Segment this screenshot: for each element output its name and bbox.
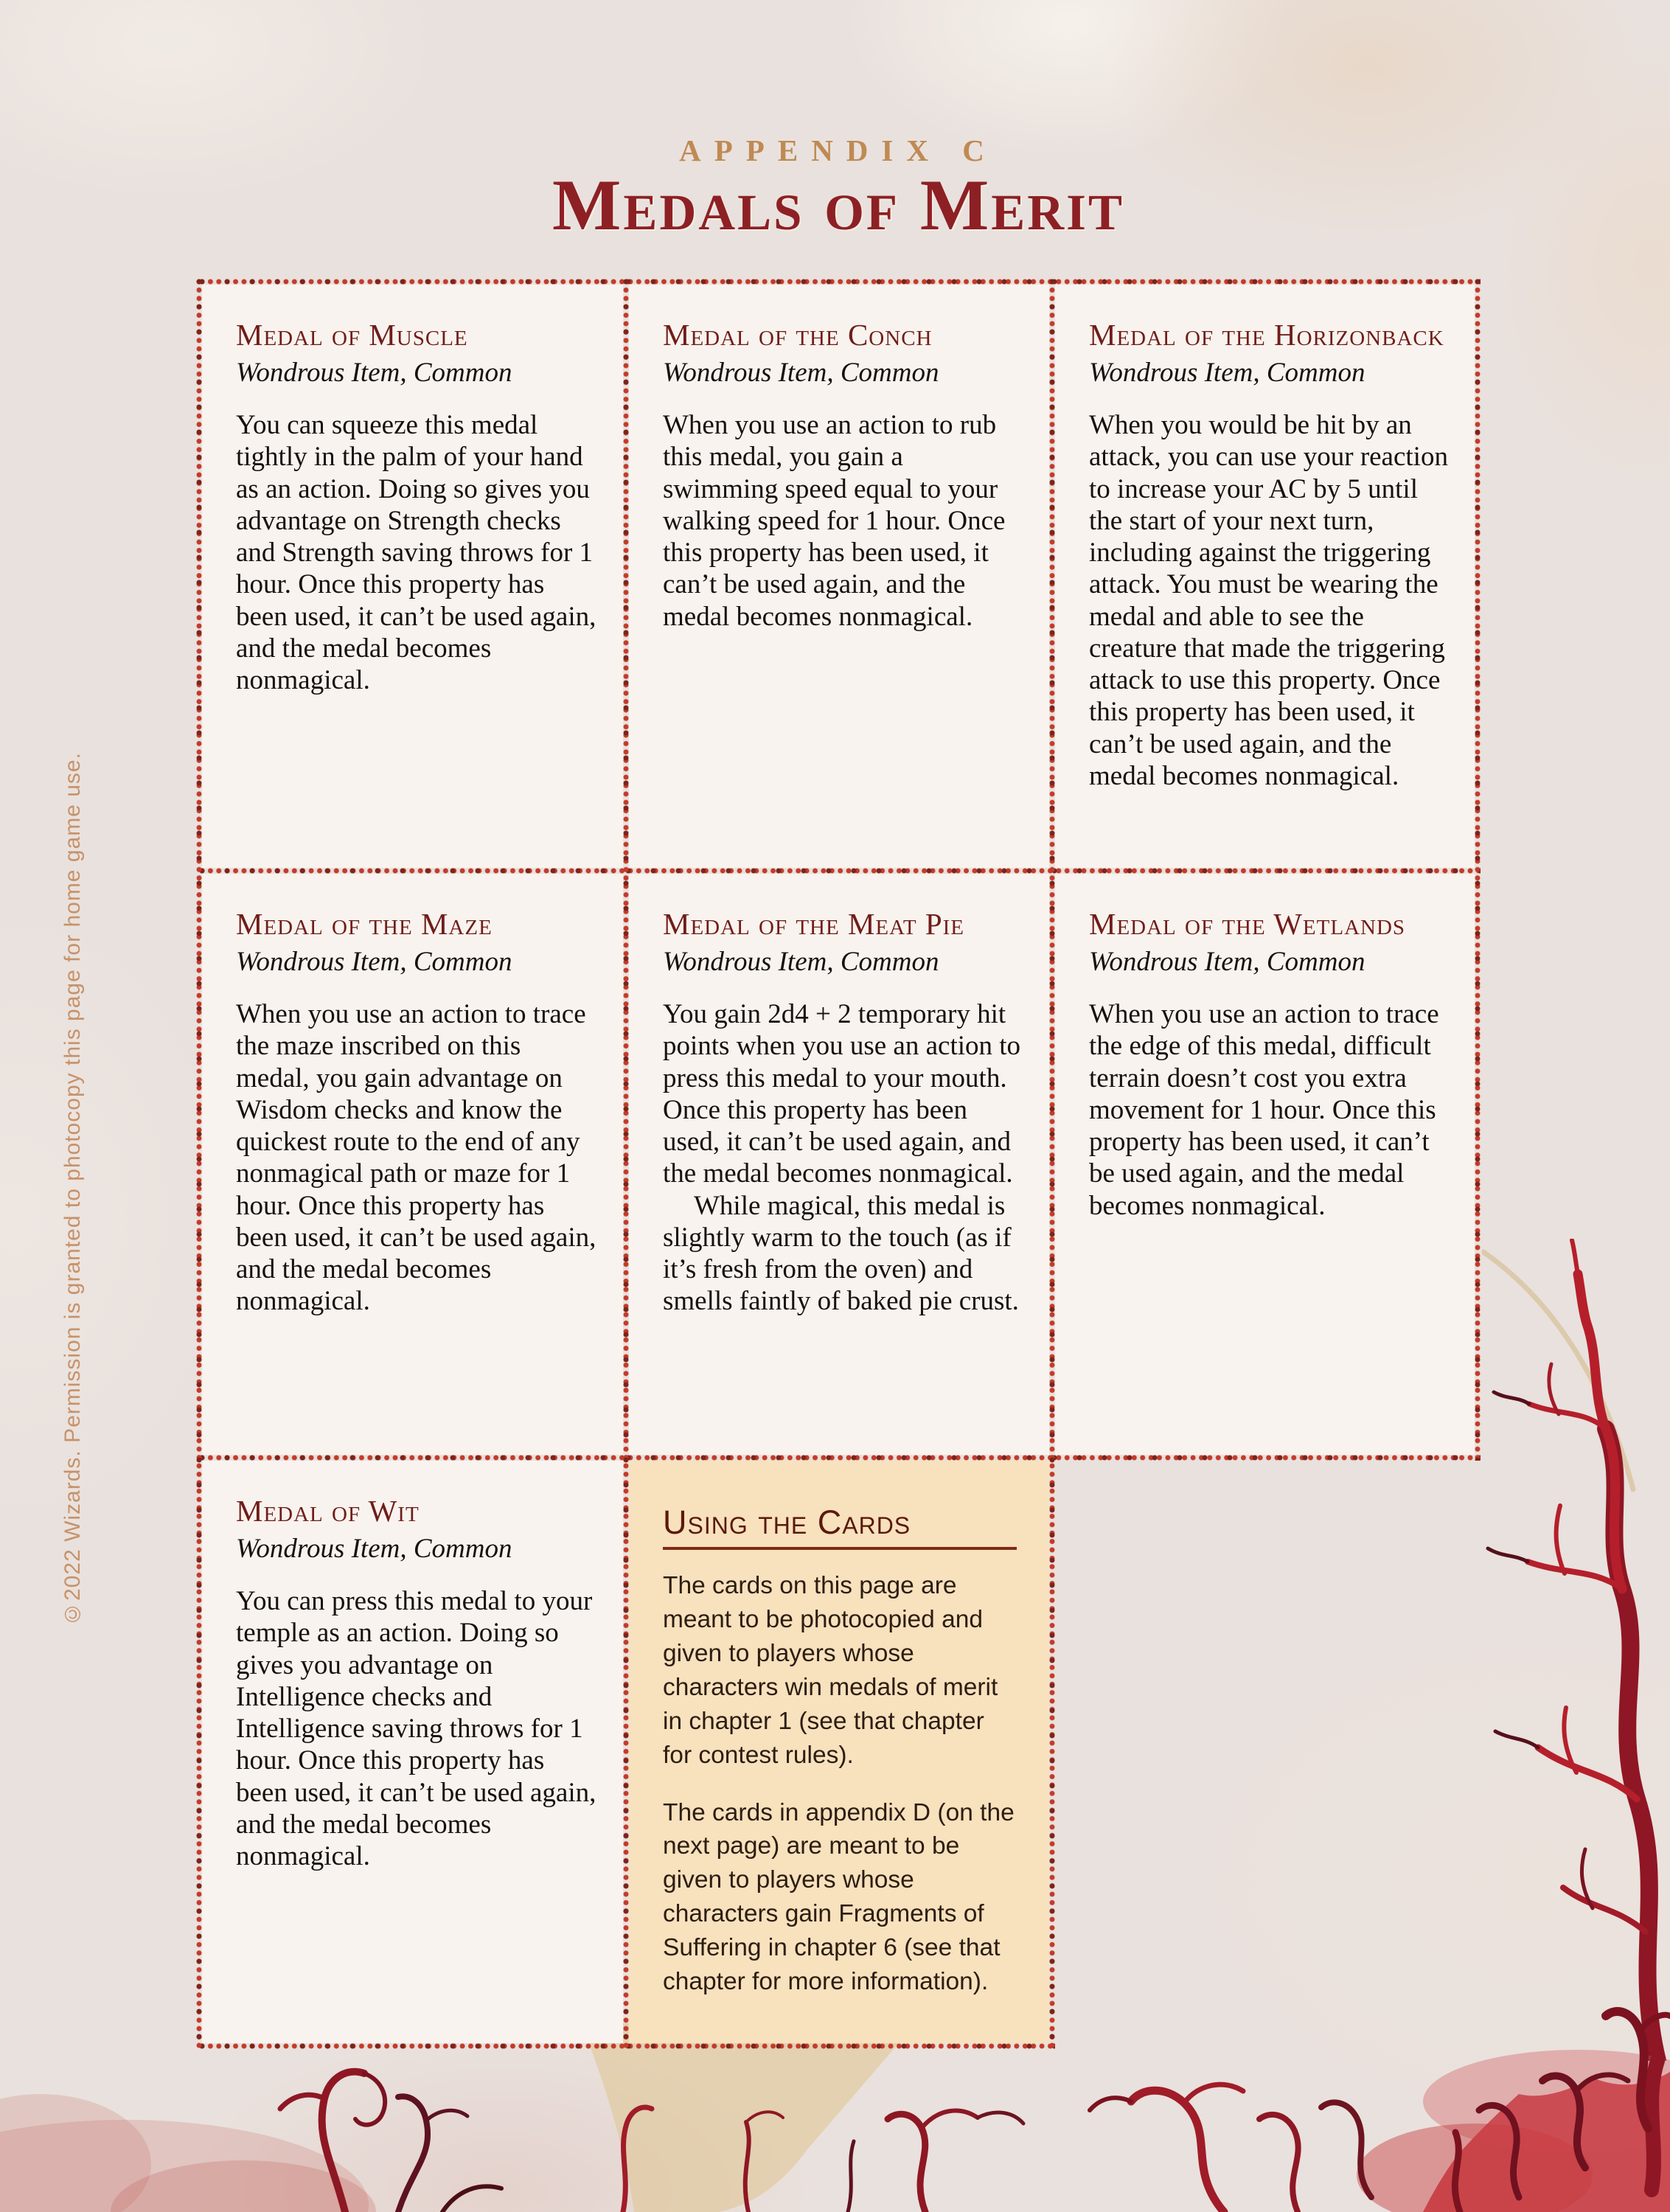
sidebar-paragraph: The cards on this page are meant to be photocopied and given to players whose characters win medals of merit in chapter 1 (see that chapter for contest rules). (663, 1572, 998, 1769)
card-title: Medal of the Wetlands (1089, 907, 1406, 941)
using-the-cards-box (629, 1461, 1049, 2043)
card-paragraph: When you use an action to rub this medal, you gain a swimming speed equal to your walking speed for 1 hour. Once this property has been used, it can’t be used again, and the medal becomes nonmagical. (663, 409, 1006, 632)
card-paragraph: When you use an action to trace the maze inscribed on this medal, you gain advantage on Wisdom checks and know the quickest route to the end of any nonmagical path or maze for 1 hour. Once this property has been used, it can’t be used again, and the medal becomes nonmagical. (236, 998, 596, 1317)
card-title: Medal of the Horizonback (1089, 318, 1444, 352)
card-medal-of-wit (202, 1461, 623, 2043)
dotted-border (196, 279, 202, 2049)
card-medal-of-muscle (202, 285, 623, 868)
card-medal-of-the-wetlands (1055, 874, 1475, 1455)
photocopy-permission-text: ©2022 Wizards. Permission is granted to photocopy this page for home game use. (60, 752, 85, 1626)
card-type: Wondrous Item, Common (1089, 358, 1365, 389)
dotted-border (1475, 279, 1481, 1461)
sidebar-heading: Using the Cards (663, 1505, 1017, 1550)
card-paragraph: When you use an action to trace the edge of this medal, difficult terrain doesn’t cost you extra movement for 1 hour. Once this property has been used, it can’t be used again, and the medal becomes nonmagical. (1089, 998, 1439, 1221)
dotted-border (199, 2043, 1055, 2049)
card-paragraph: You can press this medal to your temple as an action. Doing so gives you advantage on Intelligence checks and Intelligence saving throws for 1 hour. Once this property has been used, it can’t be used again, and the medal becomes nonmagical. (236, 1585, 596, 1872)
card-medal-of-the-horizonback (1055, 285, 1475, 868)
dotted-border (199, 279, 1481, 285)
dotted-border (623, 279, 629, 2049)
card-type: Wondrous Item, Common (236, 947, 512, 978)
card-paragraph: You gain 2d4 + 2 temporary hit points when you use an action to press this medal to your mouth. Once this property has been used, it can’t be used again, and the medal becomes nonmagical. (663, 998, 1021, 1189)
card-paragraph: You can squeeze this medal tightly in the palm of your hand as an action. Doing so gives you advantage on Strength checks and Strength saving throws for 1 hour. Once this property has been used, it can’t be used again, and the medal becomes nonmagical. (236, 409, 596, 696)
page-title: Medals of Merit (552, 165, 1124, 246)
card-medal-of-the-meat-pie (629, 874, 1049, 1455)
card-medal-of-the-conch (629, 285, 1049, 868)
card-type: Wondrous Item, Common (663, 358, 939, 389)
dotted-border (1049, 279, 1055, 2049)
card-type: Wondrous Item, Common (236, 1534, 512, 1565)
card-type: Wondrous Item, Common (663, 947, 939, 978)
card-title: Medal of the Maze (236, 907, 493, 941)
sidebar-paragraph: The cards in appendix D (on the next page) are meant to be given to players whose characters gain Fragments of Suffering in chapter 6 (see that chapter for more information). (663, 1798, 1015, 1996)
branch-art-right (1482, 1239, 1670, 2061)
card-title: Medal of the Conch (663, 318, 933, 352)
card-type: Wondrous Item, Common (1089, 947, 1365, 978)
dotted-border (199, 868, 1481, 874)
dotted-border (199, 1455, 1481, 1461)
card-title: Medal of Muscle (236, 318, 468, 352)
appendix-label: APPENDIX C (679, 133, 998, 167)
card-paragraph: While magical, this medal is slightly warm to the touch (as if it’s fresh from the oven) and smells faintly of baked pie crust. (663, 1190, 1019, 1317)
card-title: Medal of Wit (236, 1494, 420, 1528)
card-title: Medal of the Meat Pie (663, 907, 964, 941)
card-medal-of-the-maze (202, 874, 623, 1455)
card-type: Wondrous Item, Common (236, 358, 512, 389)
card-paragraph: When you would be hit by an attack, you can use your reaction to increase your AC by 5 until the start of your next turn, including against the triggering attack. You must be wearing the medal and able to see the creature that made the triggering attack to use this property. Once this property has been used, it can’t be used again, and the medal becomes nonmagical. (1089, 409, 1448, 792)
